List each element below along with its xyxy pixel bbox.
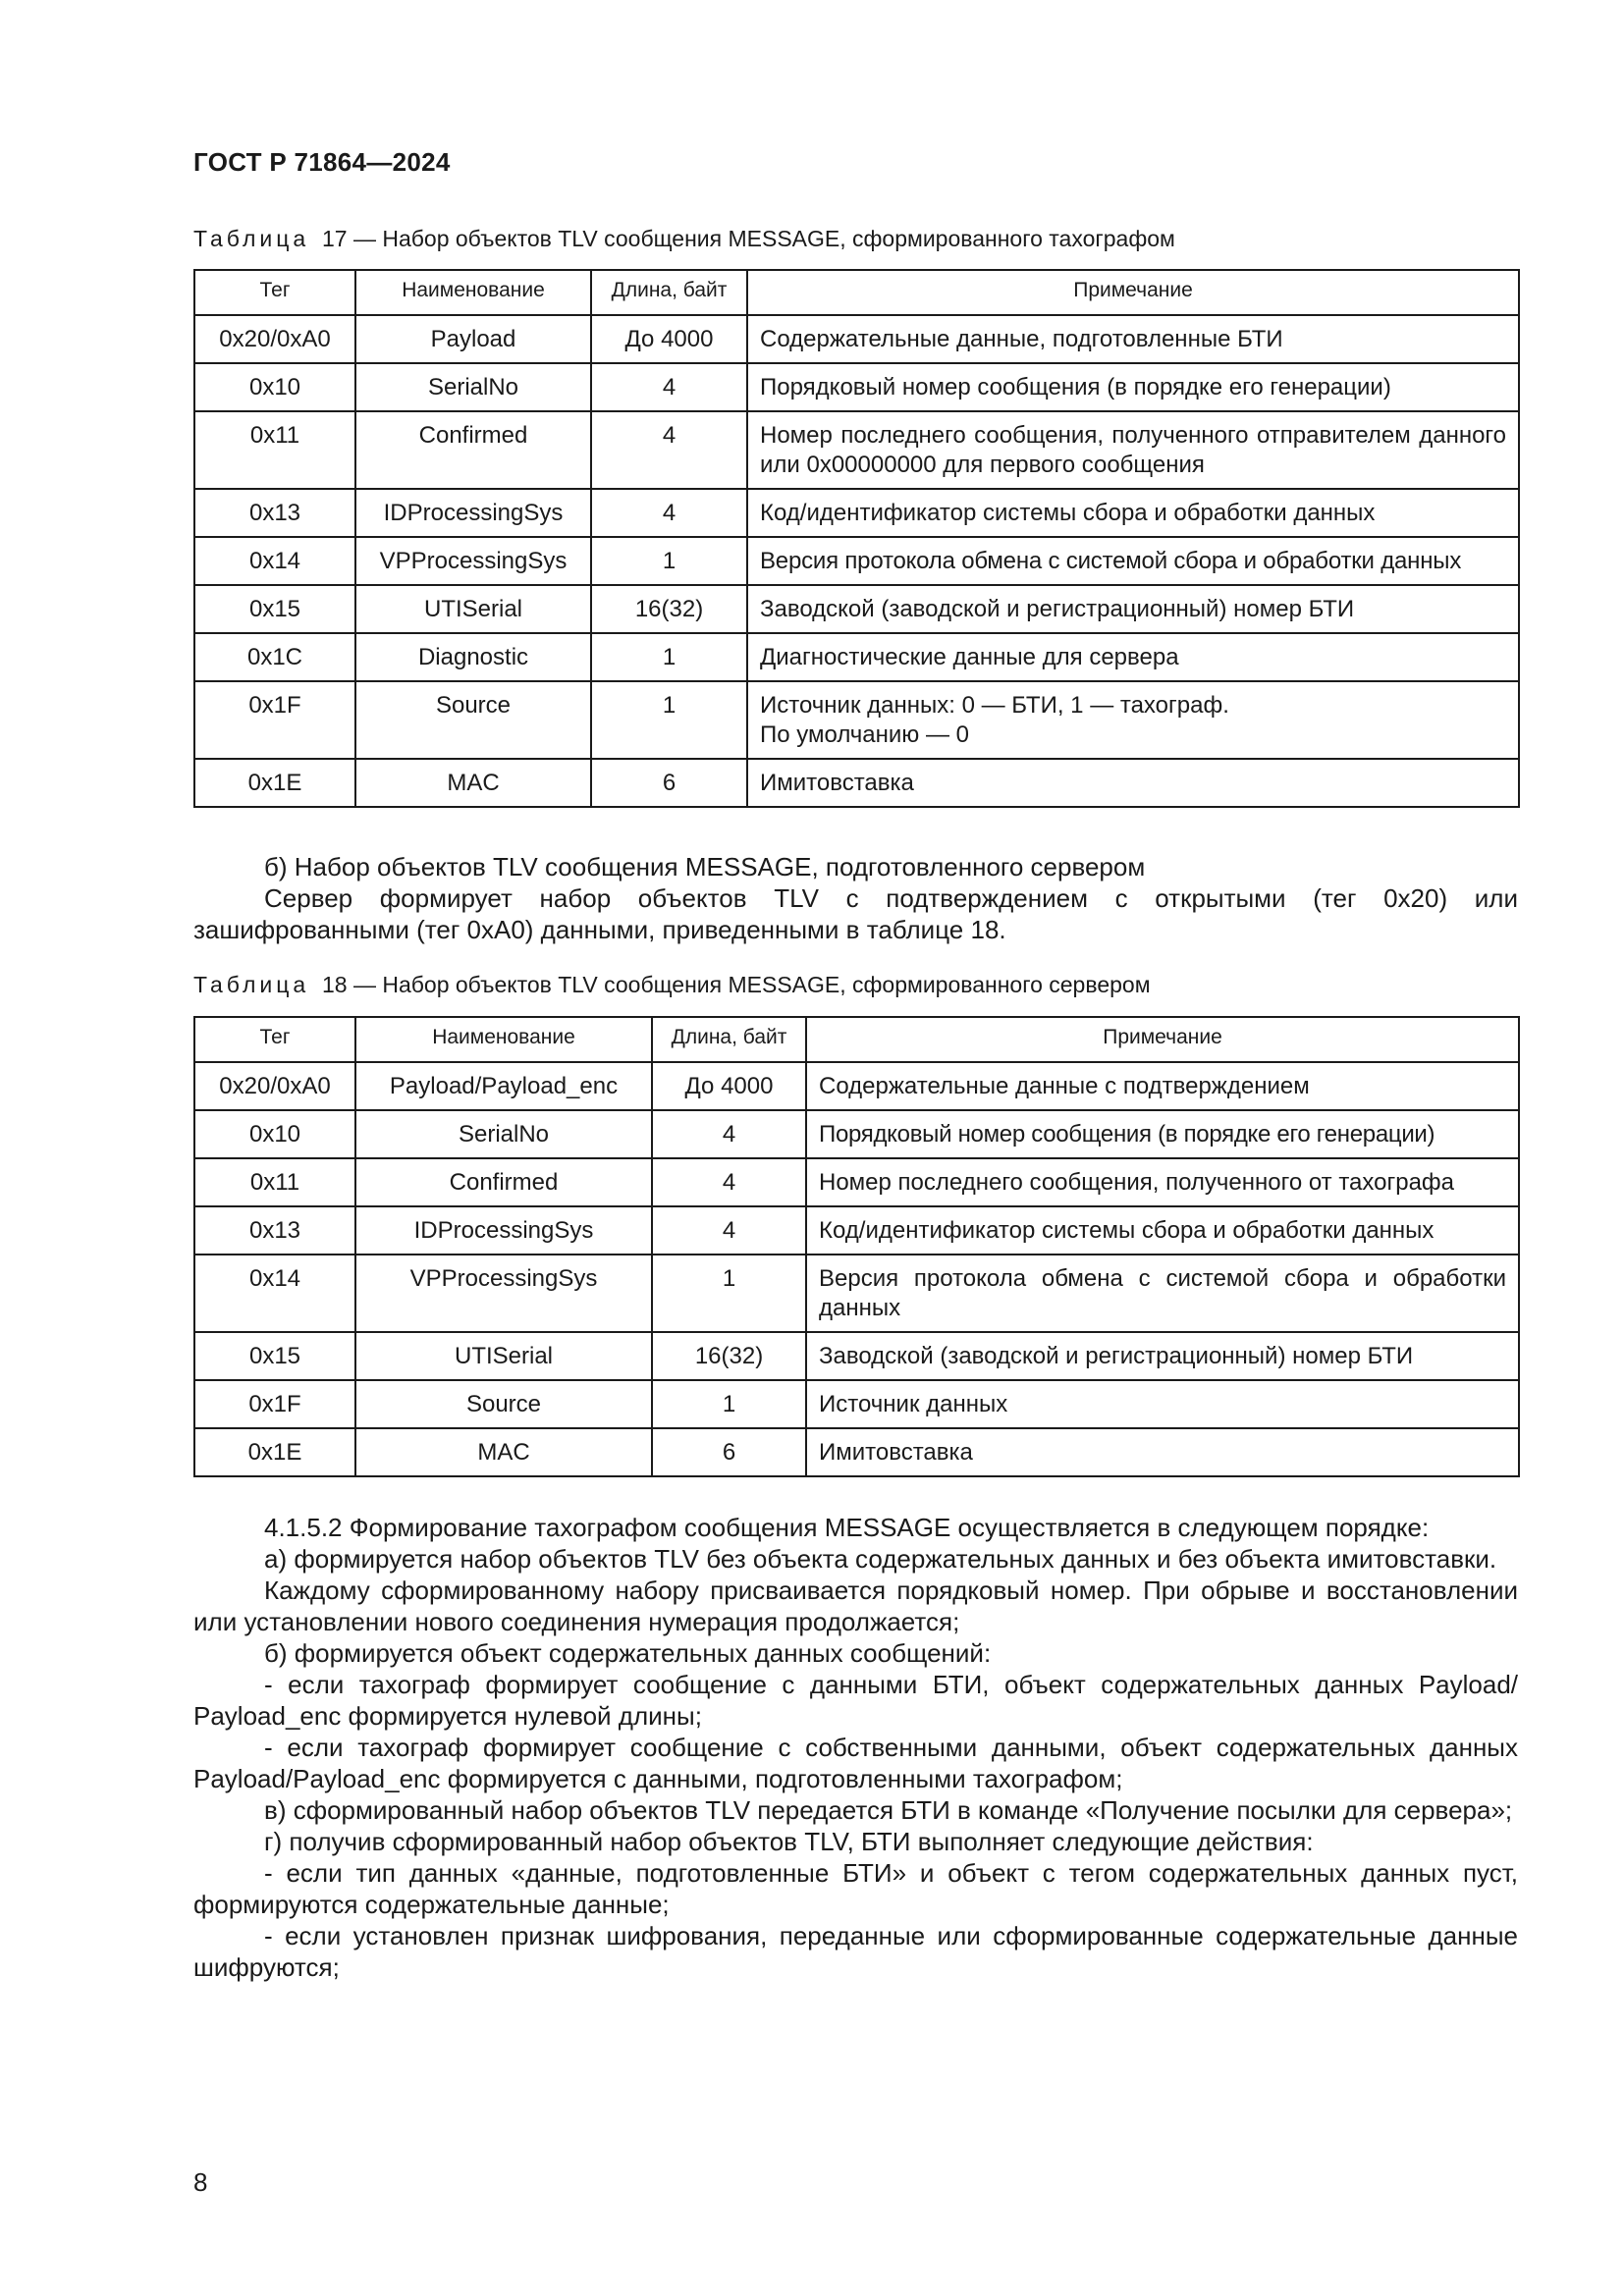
cell-length: 1 (591, 681, 747, 759)
column-header-length: Длина, байт (652, 1017, 806, 1062)
table-row (194, 1062, 1519, 1110)
cell-tag: 0x11 (194, 411, 355, 489)
cell-name: Payload (355, 315, 591, 363)
table-caption-text: 18 — Набор объектов TLV сообщения MESSAGE, сформированного сервером (321, 972, 1151, 997)
cell-length: 1 (652, 1255, 806, 1332)
cell-name: Source (355, 1380, 652, 1428)
section-b (193, 851, 1518, 945)
table-row (194, 681, 1519, 759)
cell-length: 4 (652, 1110, 806, 1158)
section-b-heading: б) Набор объектов TLV сообщения MESSAGE, подготовленного сервером (264, 852, 1146, 881)
table-17 (193, 269, 1520, 808)
cell-length: 16(32) (652, 1332, 806, 1380)
cell-tag: 0x1F (194, 681, 355, 759)
cell-note: Порядковый номер сообщения (в порядке его генерации) (806, 1110, 1519, 1158)
cell-note-line-2: По умолчанию — 0 (760, 721, 969, 748)
cell-length: 1 (652, 1380, 806, 1428)
table-row (194, 363, 1519, 411)
paragraph: г) получив сформированный набор объектов TLV, БТИ выполняет следующие действия: (264, 1827, 1314, 1856)
cell-note: Имитовставка (806, 1428, 1519, 1476)
cell-note: Заводской (заводской и регистрационный) номер БТИ (747, 585, 1519, 633)
cell-name: VPProcessingSys (355, 537, 591, 585)
paragraph: - если установлен признак шифрования, переданные или сформированные содержательные данные шифруются; (193, 1921, 1518, 1982)
cell-length: 6 (591, 759, 747, 807)
cell-length: 4 (652, 1158, 806, 1206)
table-18-caption (193, 972, 1151, 998)
cell-name: SerialNo (355, 1110, 652, 1158)
paragraph: 4.1.5.2 Формирование тахографом сообщения MESSAGE осуществляется в следующем порядке: (264, 1513, 1430, 1542)
paragraph: - если тип данных «данные, подготовленные БТИ» и объект с тегом содержательных данных пуст, формируются содержательные данные; (193, 1858, 1518, 1919)
table-caption-text: 17 — Набор объектов TLV сообщения MESSAGE, сформированного тахографом (321, 226, 1175, 251)
cell-length: 4 (591, 489, 747, 537)
paragraph: б) формируется объект содержательных данных сообщений: (264, 1638, 992, 1668)
table-17-caption (193, 226, 1175, 252)
cell-note: Имитовставка (747, 759, 1519, 807)
cell-length: 6 (652, 1428, 806, 1476)
cell-note (747, 681, 1519, 759)
table-row (194, 489, 1519, 537)
cell-note: Содержательные данные, подготовленные БТИ (747, 315, 1519, 363)
cell-tag: 0x10 (194, 363, 355, 411)
paragraph: - если тахограф формирует сообщение с данными БТИ, объект содержательных данных Payload/ Payload_enc формируется нулевой длины; (193, 1670, 1518, 1731)
cell-name: Payload/Payload_enc (355, 1062, 652, 1110)
column-header-note: Примечание (806, 1017, 1519, 1062)
cell-length: 1 (591, 633, 747, 681)
table-row (194, 759, 1519, 807)
cell-tag: 0x15 (194, 1332, 355, 1380)
cell-tag: 0x20/0xA0 (194, 1062, 355, 1110)
cell-length: 16(32) (591, 585, 747, 633)
cell-note: Номер последнего сообщения, полученного от тахографа (806, 1158, 1519, 1206)
cell-name: VPProcessingSys (355, 1255, 652, 1332)
cell-length: До 4000 (652, 1062, 806, 1110)
cell-note: Заводской (заводской и регистрационный) номер БТИ (806, 1332, 1519, 1380)
table-header-row (194, 1017, 1519, 1062)
cell-length: 4 (652, 1206, 806, 1255)
table-18 (193, 1016, 1520, 1477)
cell-note: Диагностические данные для сервера (747, 633, 1519, 681)
table-row (194, 585, 1519, 633)
body-text (193, 1512, 1518, 1983)
column-header-name: Наименование (355, 1017, 652, 1062)
paragraph: в) сформированный набор объектов TLV передается БТИ в команде «Получение посылки для сервера»; (264, 1795, 1513, 1825)
column-header-tag: Тег (194, 270, 355, 315)
table-row (194, 411, 1519, 489)
cell-note: Порядковый номер сообщения (в порядке его генерации) (747, 363, 1519, 411)
paragraph: а) формируется набор объектов TLV без объекта содержательных данных и без объекта имитовставки. (264, 1544, 1497, 1574)
cell-tag: 0x1E (194, 759, 355, 807)
cell-tag: 0x11 (194, 1158, 355, 1206)
cell-length: 4 (591, 411, 747, 489)
cell-note: Номер последнего сообщения, полученного отправителем данного или 0х00000000 для первого сообщения (747, 411, 1519, 489)
table-row (194, 1206, 1519, 1255)
cell-name: IDProcessingSys (355, 1206, 652, 1255)
page-number: 8 (193, 2167, 208, 2197)
cell-name: Confirmed (355, 1158, 652, 1206)
table-row (194, 1110, 1519, 1158)
cell-name: Diagnostic (355, 633, 591, 681)
paragraph: Каждому сформированному набору присваивается порядковый номер. При обрыве и восстановлении или установлении нового соединения нумерация продолжается; (193, 1575, 1518, 1636)
cell-length: 1 (591, 537, 747, 585)
cell-note: Версия протокола обмена с системой сбора и обработки данных (806, 1255, 1519, 1332)
cell-length: До 4000 (591, 315, 747, 363)
table-row (194, 315, 1519, 363)
table-row (194, 1332, 1519, 1380)
cell-tag: 0x1C (194, 633, 355, 681)
cell-name: UTISerial (355, 1332, 652, 1380)
cell-tag: 0x14 (194, 537, 355, 585)
cell-length: 4 (591, 363, 747, 411)
table-header-row (194, 270, 1519, 315)
cell-note: Код/идентификатор системы сбора и обработки данных (747, 489, 1519, 537)
document-header: ГОСТ Р 71864—2024 (193, 147, 451, 177)
cell-tag: 0x10 (194, 1110, 355, 1158)
table-caption-word: Таблица (193, 226, 310, 251)
cell-tag: 0x14 (194, 1255, 355, 1332)
cell-name: Confirmed (355, 411, 591, 489)
table-row (194, 1255, 1519, 1332)
cell-tag: 0x13 (194, 489, 355, 537)
cell-tag: 0x15 (194, 585, 355, 633)
cell-note: Источник данных (806, 1380, 1519, 1428)
cell-tag: 0x1E (194, 1428, 355, 1476)
table-row (194, 1158, 1519, 1206)
cell-note: Содержательные данные с подтверждением (806, 1062, 1519, 1110)
cell-tag: 0x13 (194, 1206, 355, 1255)
cell-tag: 0x1F (194, 1380, 355, 1428)
table-row (194, 633, 1519, 681)
cell-name: IDProcessingSys (355, 489, 591, 537)
cell-name: MAC (355, 759, 591, 807)
cell-name: Source (355, 681, 591, 759)
cell-note: Версия протокола обмена с системой сбора и обработки данных (747, 537, 1519, 585)
table-row (194, 1428, 1519, 1476)
cell-note-line-1: Источник данных: 0 — БТИ, 1 — тахограф. (760, 692, 1229, 719)
cell-note: Код/идентификатор системы сбора и обработки данных (806, 1206, 1519, 1255)
cell-name: SerialNo (355, 363, 591, 411)
cell-tag: 0x20/0xA0 (194, 315, 355, 363)
column-header-length: Длина, байт (591, 270, 747, 315)
column-header-note: Примечание (747, 270, 1519, 315)
column-header-tag: Тег (194, 1017, 355, 1062)
column-header-name: Наименование (355, 270, 591, 315)
table-row (194, 537, 1519, 585)
table-caption-word: Таблица (193, 972, 310, 997)
paragraph: - если тахограф формирует сообщение с собственными данными, объект содержательных данных Payload/Payload_enc формируется с данными, подготовленными тахографом; (193, 1733, 1518, 1793)
cell-name: MAC (355, 1428, 652, 1476)
cell-name: UTISerial (355, 585, 591, 633)
section-b-text: Сервер формирует набор объектов TLV с подтверждением с открытыми (тег 0x20) или зашифрованными (тег 0xA0) данными, приведенными в таблице 18. (193, 883, 1518, 944)
table-row (194, 1380, 1519, 1428)
